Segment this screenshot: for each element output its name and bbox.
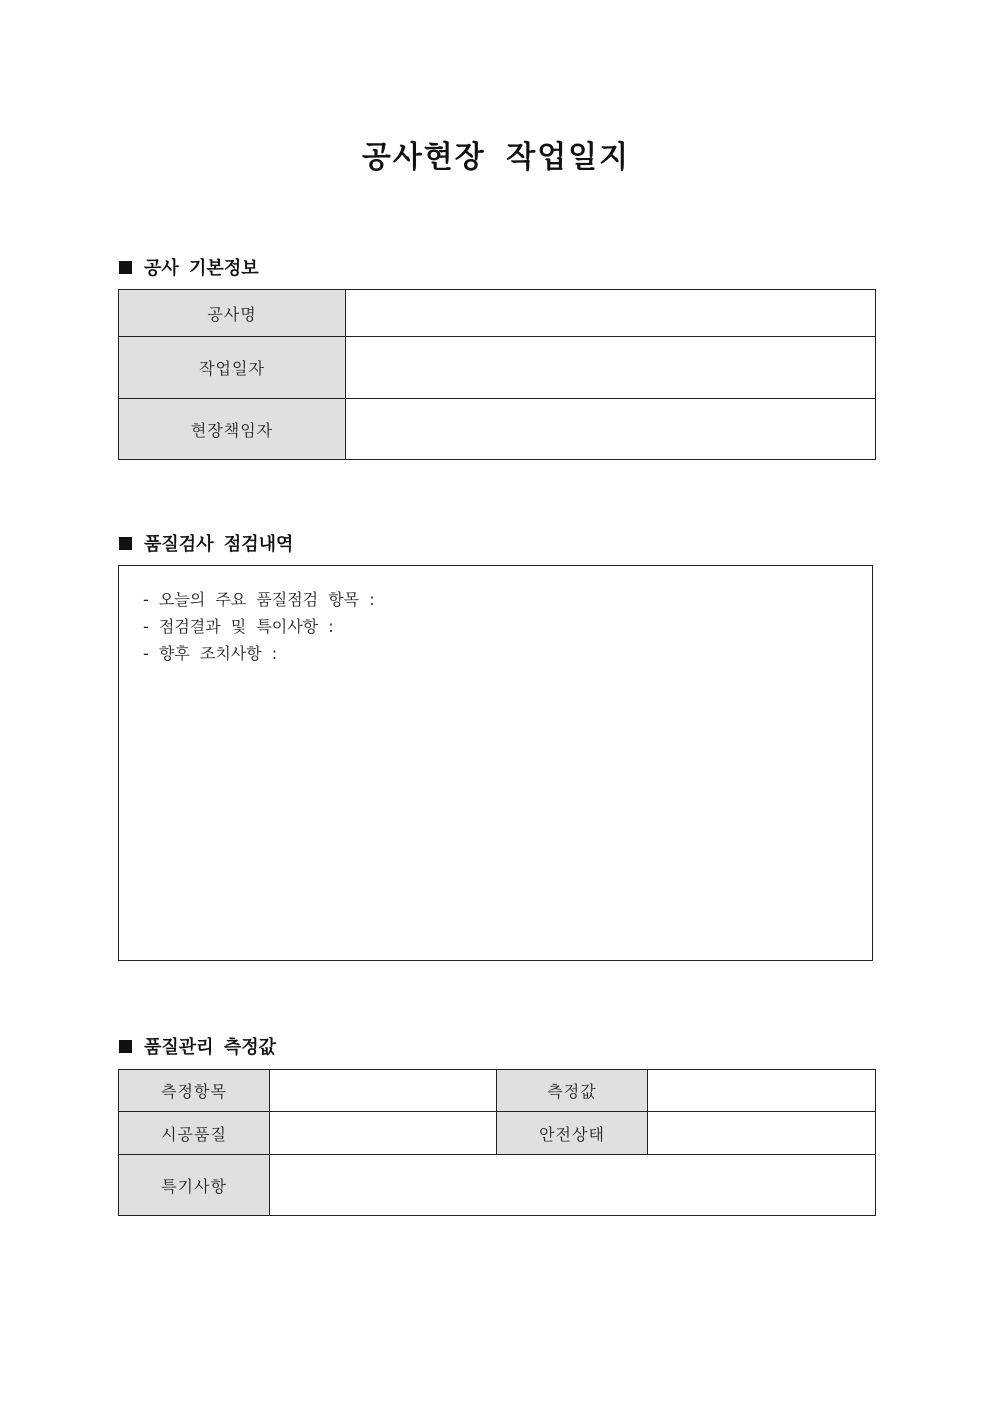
work-date-label: 작업일자 bbox=[119, 337, 346, 399]
site-manager-label: 현장책임자 bbox=[119, 399, 346, 460]
inspection-results-line: - 점검결과 및 특이사항 : bbox=[143, 617, 334, 636]
inspection-heading-label: 품질검사 점검내역 bbox=[144, 534, 294, 555]
basic-info-heading-label: 공사 기본정보 bbox=[144, 258, 259, 279]
document-title: 공사현장 작업일지 bbox=[361, 140, 631, 175]
measurement-item-field[interactable] bbox=[270, 1070, 497, 1112]
table-row bbox=[119, 337, 876, 399]
inspection-items-line: - 오늘의 주요 품질점검 항목 : bbox=[143, 590, 375, 609]
measurement-item-label: 측정항목 bbox=[119, 1070, 270, 1112]
remarks-label: 특기사항 bbox=[119, 1155, 270, 1216]
table-row bbox=[119, 1070, 876, 1112]
square-bullet-icon bbox=[119, 537, 132, 550]
table-row bbox=[119, 1155, 876, 1216]
safety-status-label: 안전상태 bbox=[497, 1112, 648, 1155]
measurement-table bbox=[118, 1069, 876, 1216]
safety-status-field[interactable] bbox=[648, 1112, 876, 1155]
basic-info-heading bbox=[119, 254, 259, 280]
measurement-heading-label: 품질관리 측정값 bbox=[144, 1037, 276, 1058]
measurement-value-label: 측정값 bbox=[497, 1070, 648, 1112]
construction-quality-label: 시공품질 bbox=[119, 1112, 270, 1155]
square-bullet-icon bbox=[119, 261, 132, 274]
inspection-heading bbox=[119, 530, 293, 556]
basic-info-table bbox=[118, 289, 876, 460]
square-bullet-icon bbox=[119, 1040, 132, 1053]
measurement-heading bbox=[119, 1033, 276, 1059]
construction-name-field[interactable] bbox=[346, 290, 876, 337]
site-manager-field[interactable] bbox=[346, 399, 876, 460]
inspection-notes-box[interactable] bbox=[118, 565, 873, 961]
construction-quality-field[interactable] bbox=[270, 1112, 497, 1155]
measurement-value-field[interactable] bbox=[648, 1070, 876, 1112]
follow-up-actions-line: - 향후 조치사항 : bbox=[143, 644, 278, 663]
remarks-field[interactable] bbox=[270, 1155, 876, 1216]
table-row bbox=[119, 399, 876, 460]
table-row bbox=[119, 1112, 876, 1155]
construction-name-label: 공사명 bbox=[119, 290, 346, 337]
work-date-field[interactable] bbox=[346, 337, 876, 399]
table-row bbox=[119, 290, 876, 337]
